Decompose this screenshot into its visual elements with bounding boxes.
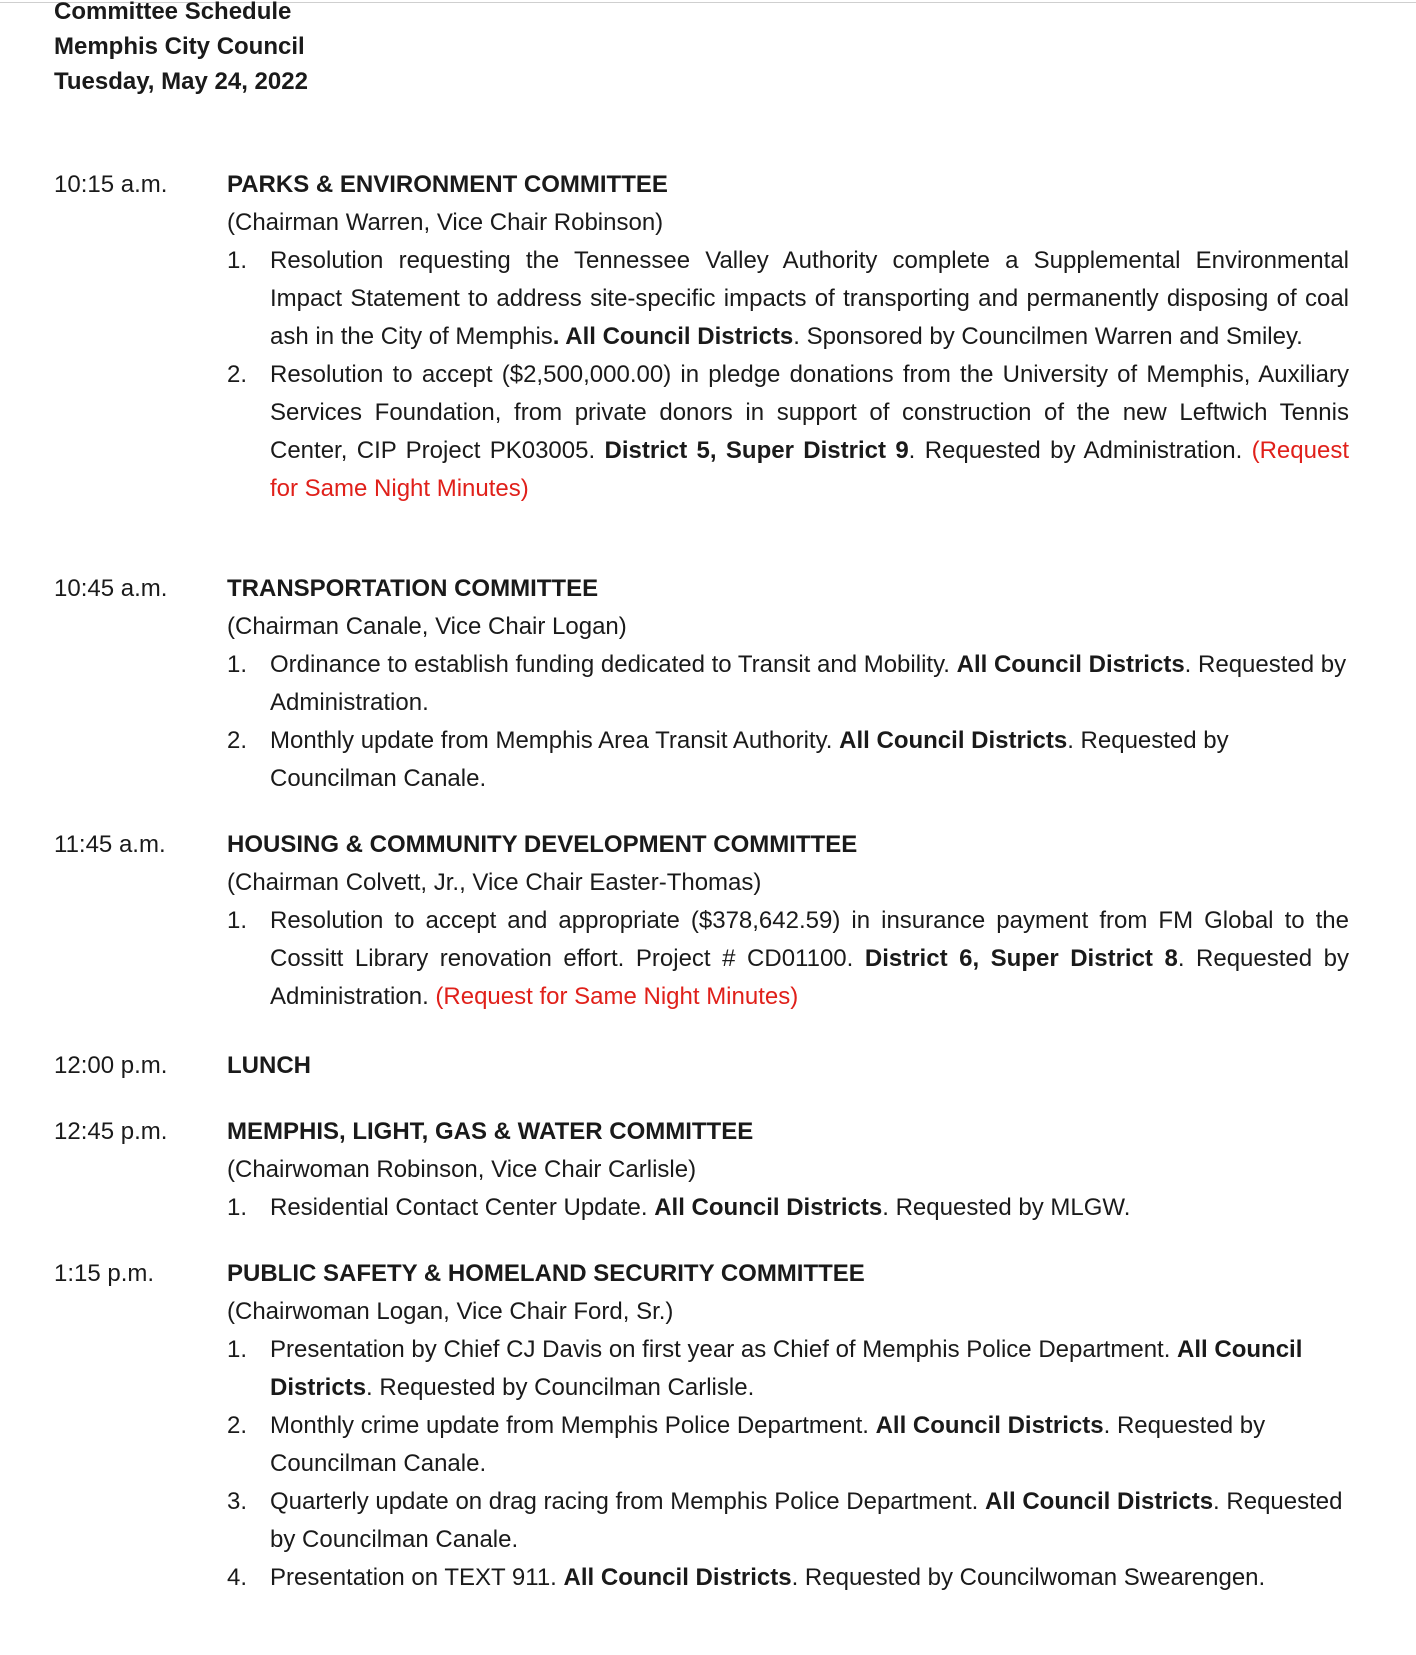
committee-chairs: (Chairwoman Robinson, Vice Chair Carlisle)	[227, 1156, 697, 1183]
item-districts: All Council Districts	[956, 651, 1185, 678]
session-time: 1:15 p.m.	[54, 1260, 155, 1287]
session-time: 12:00 p.m.	[54, 1052, 168, 1079]
item-requester: . Requested by Administration.	[908, 437, 1252, 464]
item-requester: . Requested by Councilwoman Swearengen.	[791, 1564, 1266, 1591]
committee-chairs: (Chairman Canale, Vice Chair Logan)	[227, 613, 627, 640]
same-night-minutes-note: (Request for Same Night Minutes)	[435, 983, 799, 1010]
item-text: Presentation on TEXT 911.	[270, 1564, 564, 1591]
item-districts: District 6, Super District 8	[864, 945, 1178, 972]
agenda-item	[227, 1189, 1349, 1227]
item-districts: All Council Districts	[875, 1412, 1104, 1439]
item-text: Residential Contact Center Update.	[270, 1194, 655, 1221]
item-districts: All Council Districts	[563, 1564, 792, 1591]
item-number: 3.	[227, 1488, 248, 1515]
item-requester: . Requested by MLGW.	[882, 1194, 1131, 1221]
item-districts: District 5, Super District 9	[604, 437, 909, 464]
agenda-item	[227, 902, 1349, 1016]
document-header	[54, 0, 308, 99]
item-districts: . All Council Districts	[552, 323, 794, 350]
agenda-list	[227, 1331, 1349, 1597]
committee-title: TRANSPORTATION COMMITTEE	[227, 575, 599, 602]
session-time: 10:15 a.m.	[54, 171, 168, 198]
item-text: Presentation by Chief CJ Davis on first year as Chief of Memphis Police Department.	[270, 1336, 1178, 1363]
item-text: Monthly update from Memphis Area Transit Authority.	[270, 727, 840, 754]
header-line-2: Memphis City Council	[54, 33, 305, 60]
item-text: Resolution requesting the Tennessee Valley Authority complete a Supplemental Environmental Impact Statement to address site-specific impacts of transporting and permanently disposing of coal ash in the City of Memphis	[270, 247, 1349, 350]
item-text: Resolution to accept ($2,500,000.00) in pledge donations from the University of Memphis, Auxiliary Services Foundation, from private donors in support of construction of the new Leftwich Tennis Center, CIP Project PK03005.	[270, 361, 1349, 464]
session-time: 11:45 a.m.	[54, 831, 166, 858]
item-districts: All Council Districts	[839, 727, 1068, 754]
committee-title: HOUSING & COMMUNITY DEVELOPMENT COMMITTEE	[227, 831, 858, 858]
item-requester: . Sponsored by Councilmen Warren and Smiley.	[793, 323, 1303, 350]
agenda-item	[227, 1483, 1349, 1559]
item-districts: All Council Districts	[654, 1194, 883, 1221]
item-districts: All Council Districts	[270, 1336, 1303, 1401]
item-requester: . Requested by Councilman Canale.	[270, 1412, 1266, 1477]
item-requester: . Requested by Councilman Canale.	[270, 727, 1229, 792]
agenda-item	[227, 356, 1349, 508]
item-number: 1.	[227, 907, 248, 934]
session-time: 10:45 a.m.	[54, 575, 168, 602]
item-requester: . Requested by Administration.	[270, 945, 1350, 1010]
item-text: Resolution to accept and appropriate ($378,642.59) in insurance payment from FM Global to the Cossitt Library renovation effort. Project # CD01100.	[270, 907, 1349, 972]
committee-title: PARKS & ENVIRONMENT COMMITTEE	[227, 171, 668, 198]
item-number: 1.	[227, 247, 248, 274]
item-requester: . Requested by Councilman Canale.	[270, 1488, 1343, 1553]
agenda-list	[227, 242, 1349, 508]
item-number: 2.	[227, 727, 248, 754]
agenda-item	[227, 1407, 1349, 1483]
committee-title: MEMPHIS, LIGHT, GAS & WATER COMMITTEE	[227, 1118, 754, 1145]
item-districts: All Council Districts	[985, 1488, 1214, 1515]
agenda-item	[227, 1331, 1349, 1407]
same-night-minutes-note: (Request for Same Night Minutes)	[270, 437, 1349, 502]
agenda-list	[227, 902, 1349, 1016]
agenda-list	[227, 646, 1349, 798]
committee-chairs: (Chairman Warren, Vice Chair Robinson)	[227, 209, 664, 236]
committee-chairs: (Chairwoman Logan, Vice Chair Ford, Sr.)	[227, 1298, 674, 1325]
item-number: 2.	[227, 1412, 248, 1439]
agenda-item	[227, 646, 1349, 722]
agenda-item	[227, 242, 1349, 356]
item-text: Quarterly update on drag racing from Memphis Police Department.	[270, 1488, 985, 1515]
item-number: 1.	[227, 651, 248, 678]
item-number: 1.	[227, 1336, 248, 1363]
lunch-title: LUNCH	[227, 1052, 311, 1079]
header-line-3: Tuesday, May 24, 2022	[54, 68, 308, 95]
item-text: Monthly crime update from Memphis Police Department.	[270, 1412, 876, 1439]
item-requester: . Requested by Administration.	[270, 651, 1347, 716]
committee-title: PUBLIC SAFETY & HOMELAND SECURITY COMMITTEE	[227, 1260, 865, 1287]
committee-chairs: (Chairman Colvett, Jr., Vice Chair Easter-Thomas)	[227, 869, 762, 896]
item-text: Ordinance to establish funding dedicated to Transit and Mobility.	[270, 651, 957, 678]
agenda-item	[227, 1559, 1349, 1597]
item-requester: . Requested by Councilman Carlisle.	[366, 1374, 755, 1401]
item-number: 4.	[227, 1564, 248, 1591]
header-line-1: Committee Schedule	[54, 0, 292, 25]
agenda-item	[227, 722, 1349, 798]
item-number: 2.	[227, 361, 248, 388]
session-time: 12:45 p.m.	[54, 1118, 168, 1145]
item-number: 1.	[227, 1194, 248, 1221]
agenda-list	[227, 1189, 1349, 1227]
